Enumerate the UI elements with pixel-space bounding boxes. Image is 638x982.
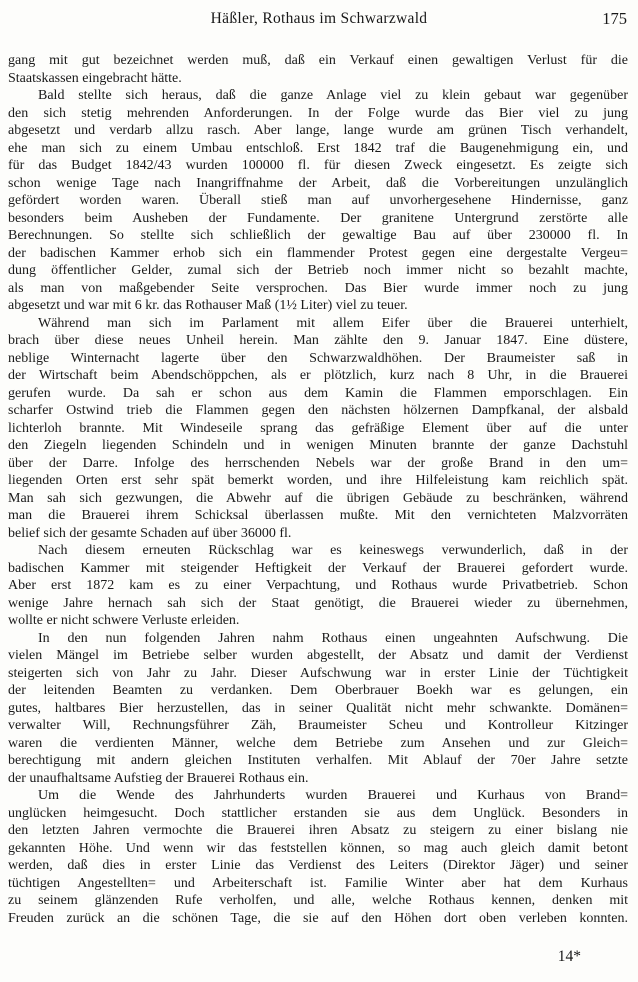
- text-line: vielen Mängel im Betriebe selber wurden abgestellt, der Absatz und damit der Verdienst: [8, 648, 628, 663]
- text-line: der badischen Kammer erhob sich ein flammender Protest gegen eine dergestalte Vergeu=: [8, 245, 628, 261]
- text-line: neblige Winternacht lagerte über den Schwarzwaldhöhen. Der Braumeister saß in: [8, 350, 628, 366]
- text-line: tüchtigen Angestellten= und Arbeiterschaft ist. Familie Winter aber hat dem Kurhaus: [8, 875, 628, 891]
- text-line: wenige Jahre hernach sah sich der Staat genötigt, die Brauerei wieder zu übernehmen,: [8, 595, 628, 611]
- text-line: Aber erst 1872 kam es zu einer Verpachtung, und Rothaus wurde Privatbetrieb. Schon: [8, 578, 628, 593]
- text-line: Um die Wende des Jahrhunderts wurden Brauerei und Kurhaus von Brand=: [38, 788, 628, 803]
- text-line: abgesetzt und war mit 6 kr. das Rothauser Maß (1½ Liter) viel zu teuer.: [8, 298, 408, 313]
- text-line: waren die verdienten Männer, welche dem Betriebe zum Ansehen und zur Gleich=: [8, 735, 628, 751]
- text-line: Während man sich im Parlament mit allem Eifer über die Brauerei unterhielt,: [38, 315, 628, 331]
- text-line: Bald stellte sich heraus, daß die ganze Anlage viel zu klein gebaut war gegenüber: [38, 88, 628, 103]
- text-line: scharfer Ostwind trieb die Flammen gegen den nächsten hölzernen Dampfkanal, der alsbald: [8, 403, 628, 418]
- text-line: brach über diese neues Unheil herein. Man zählte den 9. Januar 1847. Eine düstere,: [8, 333, 628, 348]
- text-line: wollte er nicht schwere Verluste erleiden.: [8, 613, 240, 628]
- text-line: Man sah sich gezwungen, die Abwehr auf die übrigen Gebäude zu beschränken, während: [8, 490, 628, 506]
- text-line: berechtigung mit andern gleichen Instituten verhalfen. Mit Ablauf der 70er Jahre setzte: [8, 753, 628, 768]
- text-line: liegenden Orten erst sehr spät bemerkt worden, und ihre Hilfeleistung kam reichlich spät.: [8, 473, 628, 488]
- text-line: Berechnungen. So stellte sich schließlich der gewaltige Bau auf über 230000 fl. In: [8, 228, 628, 243]
- text-line: unglücken heimgesucht. Doch stattlicher erstanden sie aus dem Unglück. Besonders in: [8, 805, 628, 821]
- paragraph: [8, 52, 628, 87]
- body-text: [8, 52, 628, 927]
- signature-mark: 14*: [557, 948, 581, 965]
- text-line: werden, daß dies in erster Linie das Verdienst des Leiters (Direktor Jäger) und seiner: [8, 858, 628, 873]
- text-line: der Wirtschaft beim Abendschöppchen, als er plötzlich, kurz nach 8 Uhr, in die Brauerei: [8, 368, 628, 383]
- text-line: über der Darre. Infolge des herrschenden Nebels war der große Brand in den um=: [8, 455, 628, 471]
- text-line: für das Budget 1842/43 wurden 100000 fl. für diesen Zweck eingesetzt. Es zeigte sich: [8, 158, 628, 173]
- paragraph: [8, 542, 628, 630]
- text-line: lichterloh brannte. Mit Windeseile sprang das gefräßige Element über auf die unter: [8, 420, 628, 436]
- text-line: Staatskassen eingebracht hätte.: [8, 70, 182, 86]
- text-line: gutes, haltbares Bier herzustellen, das in seiner Qualität nicht mehr schwankte. Domänen=: [8, 700, 628, 716]
- text-line: als man von maßgebender Seite versprochen. Das Bier wurde immer noch zu jung: [8, 280, 628, 296]
- text-line: besonders beim Ausheben der Fundamente. Der granitene Untergrund zerstörte alle: [8, 210, 628, 226]
- text-line: den sich stetig mehrenden Anforderungen. In der Folge wurde das Bier viel zu jung: [8, 105, 628, 121]
- paragraph: [8, 630, 628, 788]
- text-line: verwalter Will, Rechnungsführer Zäh, Braumeister Scheu und Kontrolleur Kitzinger: [8, 718, 628, 733]
- text-line: belief sich der gesamte Schaden auf über 36000 fl.: [8, 525, 292, 541]
- text-line: man die Brauerei ihrem Schicksal überlassen mußte. Mit den vernichteten Malzvorräten: [8, 508, 628, 523]
- paragraph: [8, 787, 628, 927]
- paragraph: [8, 87, 628, 315]
- page-number: 175: [602, 9, 627, 28]
- text-line: dung öffentlicher Gelder, zumal sich der Betrieb noch immer nicht so bezahlt machte,: [8, 263, 628, 278]
- text-line: der leitenden Beamten zu verdanken. Dem Oberbrauer Boekh war es gelungen, ein: [8, 683, 628, 698]
- text-line: Nach diesem erneuten Rückschlag war es keineswegs verwunderlich, daß in der: [38, 543, 628, 558]
- text-line: gefördert worden waren. Überall stieß man auf unvorhergesehene Hindernisse, ganz: [8, 193, 628, 208]
- text-line: den Ziegeln liegenden Schindeln und in wenigen Minuten brannte der ganze Dachstuhl: [8, 438, 628, 453]
- text-line: gekannten Höhe. Und wenn wir das feststellen können, so mag auch gleich damit betont: [8, 840, 628, 856]
- text-line: den letzten Jahren vermochte die Brauerei ihren Absatz zu steigern zu einer bislang nie: [8, 823, 628, 838]
- text-line: In den nun folgenden Jahren nahm Rothaus einen ungeahnten Aufschwung. Die: [38, 630, 628, 646]
- text-line: steigerten sich von Jahr zu Jahr. Dieser Aufschwung war in erster Linie der Tüchtigkeit: [8, 665, 628, 681]
- text-line: gerufen wurde. Da sah er schon aus dem Kamin die Flammen emporschlagen. Ein: [8, 385, 628, 401]
- text-line: zu seinem glänzenden Rufe verholfen, und alle, welche Rothaus kennen, denken mit: [8, 893, 628, 908]
- running-header: [0, 10, 638, 32]
- text-line: gang mit gut bezeichnet werden muß, daß ein Verkauf einen gewaltigen Verlust für die: [8, 53, 628, 68]
- paragraph: [8, 315, 628, 543]
- running-header-title: Häßler, Rothaus im Schwarzwald: [210, 10, 428, 27]
- text-line: schon wenige Tage nach Inangriffnahme der Arbeit, daß die Vorbereitungen unzulänglich: [8, 175, 628, 191]
- text-line: abgesetzt und verdarb allzu rasch. Aber lange, lange wurde am grünen Tisch verhandelt,: [8, 123, 628, 138]
- text-line: der unaufhaltsame Aufstieg der Brauerei Rothaus ein.: [8, 770, 309, 786]
- text-line: Freuden zurück an die schönen Tage, die sie auf den Höhen dort oben verleben konnten.: [8, 910, 628, 926]
- text-line: badischen Kammer mit steigender Heftigkeit der Verkauf der Brauerei gefordert wurde.: [8, 560, 628, 576]
- text-line: ehe man sich zu einem Umbau entschloß. Erst 1842 traf die Baugenehmigung ein, und: [8, 140, 628, 156]
